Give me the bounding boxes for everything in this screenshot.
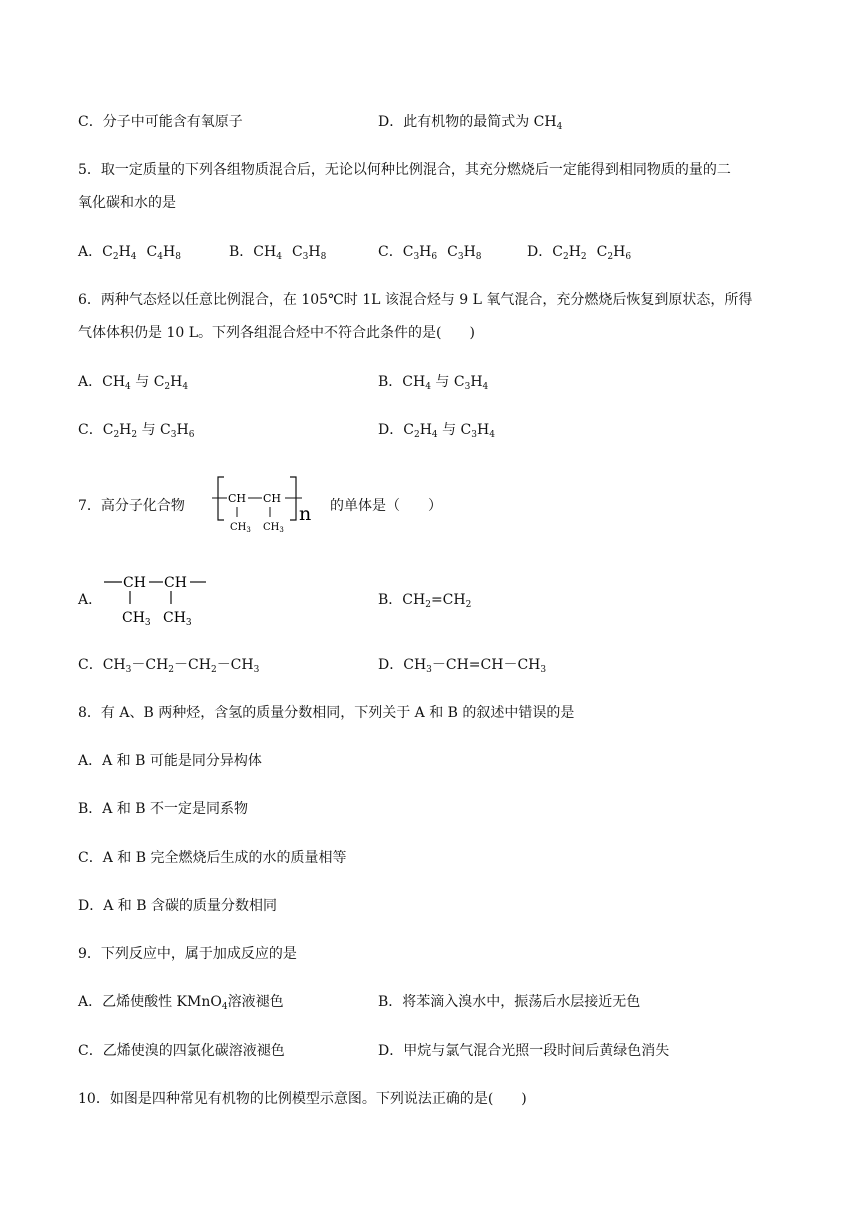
q10-stem: 10．如图是四种常见有机物的比例模型示意图。下列说法正确的是( ) <box>78 1091 527 1107</box>
q7-stem-prefix: 7．高分子化合物 <box>78 498 185 514</box>
polymer-n: n <box>299 503 312 525</box>
q5-option-d-label: D． <box>527 244 553 260</box>
opt-a-ch-1: CH <box>123 575 146 591</box>
q8-stem: 8．有 A、B 两种烃，含氢的质量分数相同，下列关于 A 和 B 的叙述中错误的是 <box>78 705 575 721</box>
q5-option-a <box>78 243 181 261</box>
polymer-structure <box>210 474 320 536</box>
q8-option-c: C．A 和 B 完全燃烧后生成的水的质量相等 <box>78 850 347 866</box>
polymer-ch3-1: $CH_3$ <box>230 522 251 534</box>
polymer-ch3-2: $CH_3$ <box>263 522 284 534</box>
q5-option-b-label: B． <box>229 244 254 260</box>
q9-option-d: D．甲烷与氯气混合光照一段时间后黄绿色消失 <box>378 1043 670 1059</box>
q7-option-d: D．$CH_3-CH=CH-CH_3$ <box>378 657 547 675</box>
q5-option-a-label: A． <box>78 244 103 260</box>
q5-stem-line2: 氧化碳和水的是 <box>78 195 176 211</box>
formula: $C_2H_4$ <box>102 244 137 262</box>
q6-option-c: C．$C_2H_2$ 与 $C_3H_6$ <box>78 422 195 440</box>
q5-option-d <box>527 243 631 261</box>
q7-option-b: B．$CH_2=CH_2$ <box>378 592 472 610</box>
q6-option-a: A．$CH_4$ 与 $C_2H_4$ <box>78 374 189 392</box>
q5-option-b <box>229 243 326 261</box>
formula: $C_2H_6$ <box>596 244 632 262</box>
q6-stem-line2: 气体体积仍是 10 L。下列各组混合烃中不符合此条件的是( ) <box>78 325 475 341</box>
q9-stem: 9．下列反应中，属于加成反应的是 <box>78 946 297 962</box>
q5-option-c-label: C． <box>378 244 403 260</box>
formula: $CH_4$ <box>253 244 282 262</box>
q6-stem-line1: 6．两种气态烃以任意比例混合，在 105℃时 1L 该混合烃与 9 L 氧气混合，充分燃烧后恢复到原状态，所得 <box>78 292 753 308</box>
formula: $C_2H_2$ <box>552 244 587 262</box>
formula: $C_3H_6$ <box>402 244 438 262</box>
q9-option-a: A．乙烯使酸性 KMnO$_4$溶液褪色 <box>78 994 284 1012</box>
opt-a-ch3-2: $CH_3$ <box>163 610 192 628</box>
q9-option-b: B．将苯滴入溴水中，振荡后水层接近无色 <box>378 994 641 1010</box>
q4-option-d-text: D．此有机物的最简式为 CH <box>378 114 557 130</box>
polymer-ch-2: CH <box>263 492 282 505</box>
q6-option-b: B．$CH_4$ 与 $C_3H_4$ <box>378 374 489 392</box>
q5-option-c <box>378 243 482 261</box>
formula: $C_3H_8$ <box>291 244 327 262</box>
q7-option-a-structure <box>100 570 210 628</box>
q7-option-a-label: A． <box>78 592 103 608</box>
q7-stem-suffix: 的单体是（ ） <box>330 498 442 514</box>
q4-option-c: C．分子中可能含有氧原子 <box>78 114 243 130</box>
q8-option-a: A．A 和 B 可能是同分异构体 <box>78 753 262 769</box>
formula: $C_4H_8$ <box>146 244 181 262</box>
q4-option-d-sub: 4 <box>556 122 563 132</box>
q9-option-c: C．乙烯使溴的四氯化碳溶液褪色 <box>78 1043 285 1059</box>
q8-option-b: B．A 和 B 不一定是同系物 <box>78 801 249 817</box>
formula: $C_3H_8$ <box>447 244 482 262</box>
polymer-ch-1: CH <box>228 492 247 505</box>
q5-stem-line1: 5．取一定质量的下列各组物质混合后，无论以何种比例混合，其充分燃烧后一定能得到相同物质的量的二 <box>78 162 731 178</box>
opt-a-ch-2: CH <box>164 575 187 591</box>
opt-a-ch3-1: $CH_3$ <box>122 610 151 628</box>
q8-option-d: D．A 和 B 含碳的质量分数相同 <box>78 898 277 914</box>
q6-option-d: D．$C_2H_4$ 与 $C_3H_4$ <box>378 422 495 440</box>
q7-option-c: C．$CH_3-CH_2-CH_2-CH_3$ <box>78 657 260 675</box>
q4-option-d <box>378 113 562 131</box>
